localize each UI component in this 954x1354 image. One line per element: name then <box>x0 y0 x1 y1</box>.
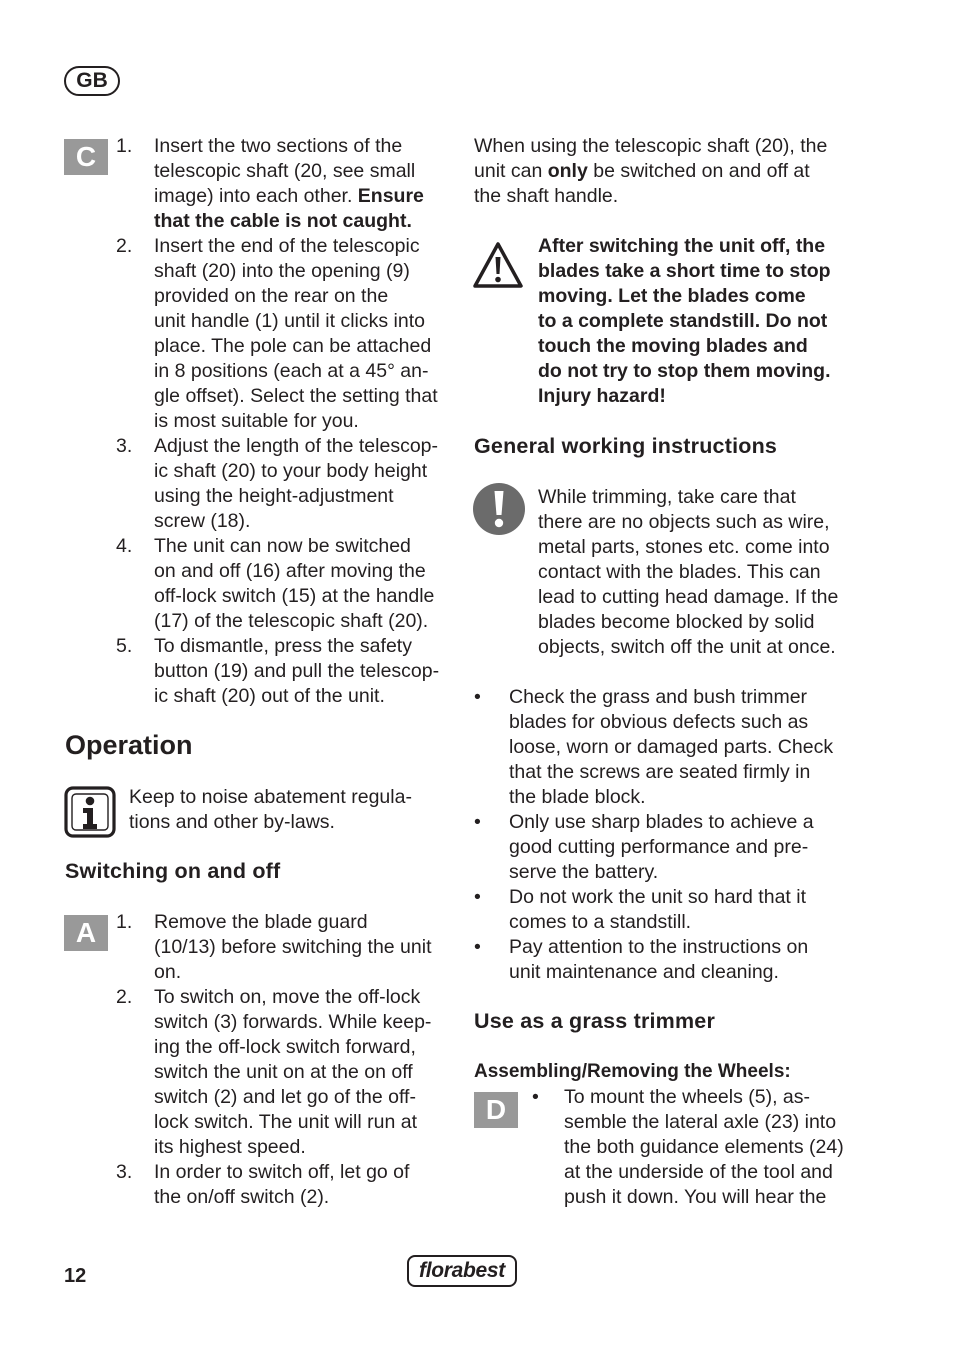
wheels-subheading: Assembling/Removing the Wheels: <box>474 1061 791 1082</box>
text-line: blades take a short time to stop <box>538 260 831 282</box>
list-item-text <box>154 1160 409 1210</box>
text-line: off-lock switch (15) at the handle <box>154 585 435 607</box>
text-line: (10/13) before switching the unit <box>154 936 432 958</box>
assembly-step <box>116 634 456 709</box>
text-line: switch the unit on at the on off <box>154 1061 413 1083</box>
general-instructions-heading: General working instructions <box>474 434 778 458</box>
bullet-item <box>474 935 874 985</box>
switching-step <box>116 985 456 1160</box>
text-line: do not try to stop them moving. <box>538 360 831 382</box>
text-line: that the screws are seated firmly in <box>509 761 811 783</box>
exclamation-circle-icon <box>472 482 526 536</box>
text-line: its highest speed. <box>154 1136 306 1158</box>
text-line: gle offset). Select the setting that <box>154 385 438 407</box>
text-line: metal parts, stones etc. come into <box>538 536 830 558</box>
text-line: the blade block. <box>509 786 646 808</box>
bullet-symbol: • <box>474 686 481 708</box>
text-line: Adjust the length of the telescop- <box>154 435 439 457</box>
switching-heading: Switching on and off <box>65 859 281 883</box>
text-line: touch the moving blades and <box>538 335 808 357</box>
bullet-item <box>474 810 874 885</box>
text-line: lead to cutting head damage. If the <box>538 586 839 608</box>
text-line: to a complete standstill. Do not <box>538 310 828 332</box>
text-line: In order to switch off, let go of <box>154 1161 410 1183</box>
text-line: image) into each other. Ensure <box>154 185 424 207</box>
text-line: that the cable is not caught. <box>154 210 412 232</box>
switching-step <box>116 1160 456 1210</box>
text-line: After switching the unit off, the <box>538 235 826 257</box>
text-line: While trimming, take care that <box>538 486 796 508</box>
text-line: contact with the blades. This can <box>538 561 821 583</box>
text-line: the both guidance elements (24) <box>564 1136 844 1158</box>
text-line: serve the battery. <box>509 861 659 883</box>
text-line: Pay attention to the instructions on <box>509 936 809 958</box>
list-item-text <box>154 234 438 434</box>
text-line: lock switch. The unit will run at <box>154 1111 417 1133</box>
text-line: on. <box>154 961 182 983</box>
text-line: Only use sharp blades to achieve a <box>509 811 814 833</box>
text-line: unit can only be switched on and off at <box>474 160 810 182</box>
text-line: moving. Let the blades come <box>538 285 806 307</box>
text-line: unit handle (1) until it clicks into <box>154 310 425 332</box>
list-item-text <box>154 534 434 634</box>
bullet-text <box>509 935 808 985</box>
text-line: ing the off-lock switch forward, <box>154 1036 416 1058</box>
bullet-symbol: • <box>474 886 481 908</box>
list-number: 1. <box>116 911 133 933</box>
text-line: using the height-adjustment <box>154 485 394 507</box>
list-item-text <box>154 634 439 709</box>
page-number: 12 <box>64 1265 87 1287</box>
info-icon <box>64 786 116 838</box>
text-line: switch (3) forwards. While keep- <box>154 1011 432 1033</box>
text-line: shaft (20) into the opening (9) <box>154 260 410 282</box>
warning-text <box>538 234 868 409</box>
assembly-step <box>116 234 456 434</box>
assembly-step <box>116 434 456 534</box>
text-line: the on/off switch (2). <box>154 1186 330 1208</box>
info-note <box>129 785 459 835</box>
text-line: is most suitable for you. <box>154 410 359 432</box>
text-line: (17) of the telescopic shaft (20). <box>154 610 429 632</box>
text-line: loose, worn or damaged parts. Check <box>509 736 834 758</box>
list-number: 1. <box>116 135 133 157</box>
text-line: Insert the two sections of the <box>154 135 403 157</box>
list-item-text <box>154 134 424 234</box>
bullet-item <box>474 885 874 935</box>
text-line: Insert the end of the telescopic <box>154 235 420 257</box>
list-item-text <box>154 985 431 1160</box>
text-line: blades for obvious defects such as <box>509 711 809 733</box>
bullet-item <box>474 685 874 810</box>
wheels-bullet: • <box>532 1086 539 1108</box>
text-line: there are no objects such as wire, <box>538 511 830 533</box>
switching-steps-list <box>116 910 456 1210</box>
language-badge: GB <box>64 66 120 96</box>
text-line: When using the telescopic shaft (20), the <box>474 135 828 157</box>
text-line: switch (2) and let go of the off- <box>154 1086 416 1108</box>
text-line: Injury hazard! <box>538 385 666 407</box>
bullet-symbol: • <box>474 811 481 833</box>
text-line: the shaft handle. <box>474 185 619 207</box>
warning-triangle-icon <box>472 240 524 290</box>
bullet-symbol: • <box>474 936 481 958</box>
list-number: 3. <box>116 435 133 457</box>
text-line: The unit can now be switched <box>154 535 411 557</box>
text-line: blades become blocked by solid <box>538 611 815 633</box>
list-number: 2. <box>116 235 133 257</box>
switching-step <box>116 910 456 985</box>
text-line: tions and other by-laws. <box>129 811 335 833</box>
brand-logo-text: florabest <box>419 1259 505 1282</box>
text-line: To mount the wheels (5), as- <box>564 1086 811 1108</box>
list-number: 5. <box>116 635 133 657</box>
text-line: Check the grass and bush trimmer <box>509 686 808 708</box>
text-line: comes to a standstill. <box>509 911 692 933</box>
text-line: To switch on, move the off-lock <box>154 986 421 1008</box>
text-line: To dismantle, press the safety <box>154 635 412 657</box>
text-line: Remove the blade guard <box>154 911 368 933</box>
text-line: good cutting performance and pre- <box>509 836 809 858</box>
text-line: ic shaft (20) to your body height <box>154 460 428 482</box>
text-line: button (19) and pull the telescop- <box>154 660 440 682</box>
bullet-text <box>509 810 814 885</box>
wheels-instruction-text <box>564 1085 874 1210</box>
assembly-steps-list <box>116 134 456 709</box>
section-a-badge: A <box>64 915 108 951</box>
text-line: on and off (16) after moving the <box>154 560 426 582</box>
section-d-badge: D <box>474 1092 518 1128</box>
list-item-text <box>154 910 432 985</box>
text-line: Do not work the unit so hard that it <box>509 886 806 908</box>
text-line: push it down. You will hear the <box>564 1186 827 1208</box>
caution-text <box>538 485 878 660</box>
text-line: semble the lateral axle (23) into <box>564 1111 837 1133</box>
assembly-step <box>116 134 456 234</box>
grass-trimmer-heading: Use as a grass trimmer <box>474 1009 716 1033</box>
text-line: Keep to noise abatement regula- <box>129 786 412 808</box>
list-number: 4. <box>116 535 133 557</box>
operation-heading: Operation <box>65 730 193 760</box>
text-line: provided on the rear on the <box>154 285 389 307</box>
assembly-step <box>116 534 456 634</box>
list-number: 2. <box>116 986 133 1008</box>
list-number: 3. <box>116 1161 133 1183</box>
list-item-text <box>154 434 438 534</box>
text-line: telescopic shaft (20, see small <box>154 160 416 182</box>
text-line: objects, switch off the unit at once. <box>538 636 836 658</box>
telescopic-intro-text <box>474 134 874 209</box>
text-line: at the underside of the tool and <box>564 1161 833 1183</box>
inspection-bullet-list <box>474 685 874 985</box>
brand-logo <box>407 1255 517 1287</box>
bullet-text <box>509 885 806 935</box>
section-c-badge: C <box>64 139 108 175</box>
bullet-text <box>509 685 833 810</box>
text-line: unit maintenance and cleaning. <box>509 961 779 983</box>
text-line: in 8 positions (each at a 45° an- <box>154 360 429 382</box>
text-line: screw (18). <box>154 510 251 532</box>
text-line: ic shaft (20) out of the unit. <box>154 685 385 707</box>
text-line: place. The pole can be attached <box>154 335 432 357</box>
